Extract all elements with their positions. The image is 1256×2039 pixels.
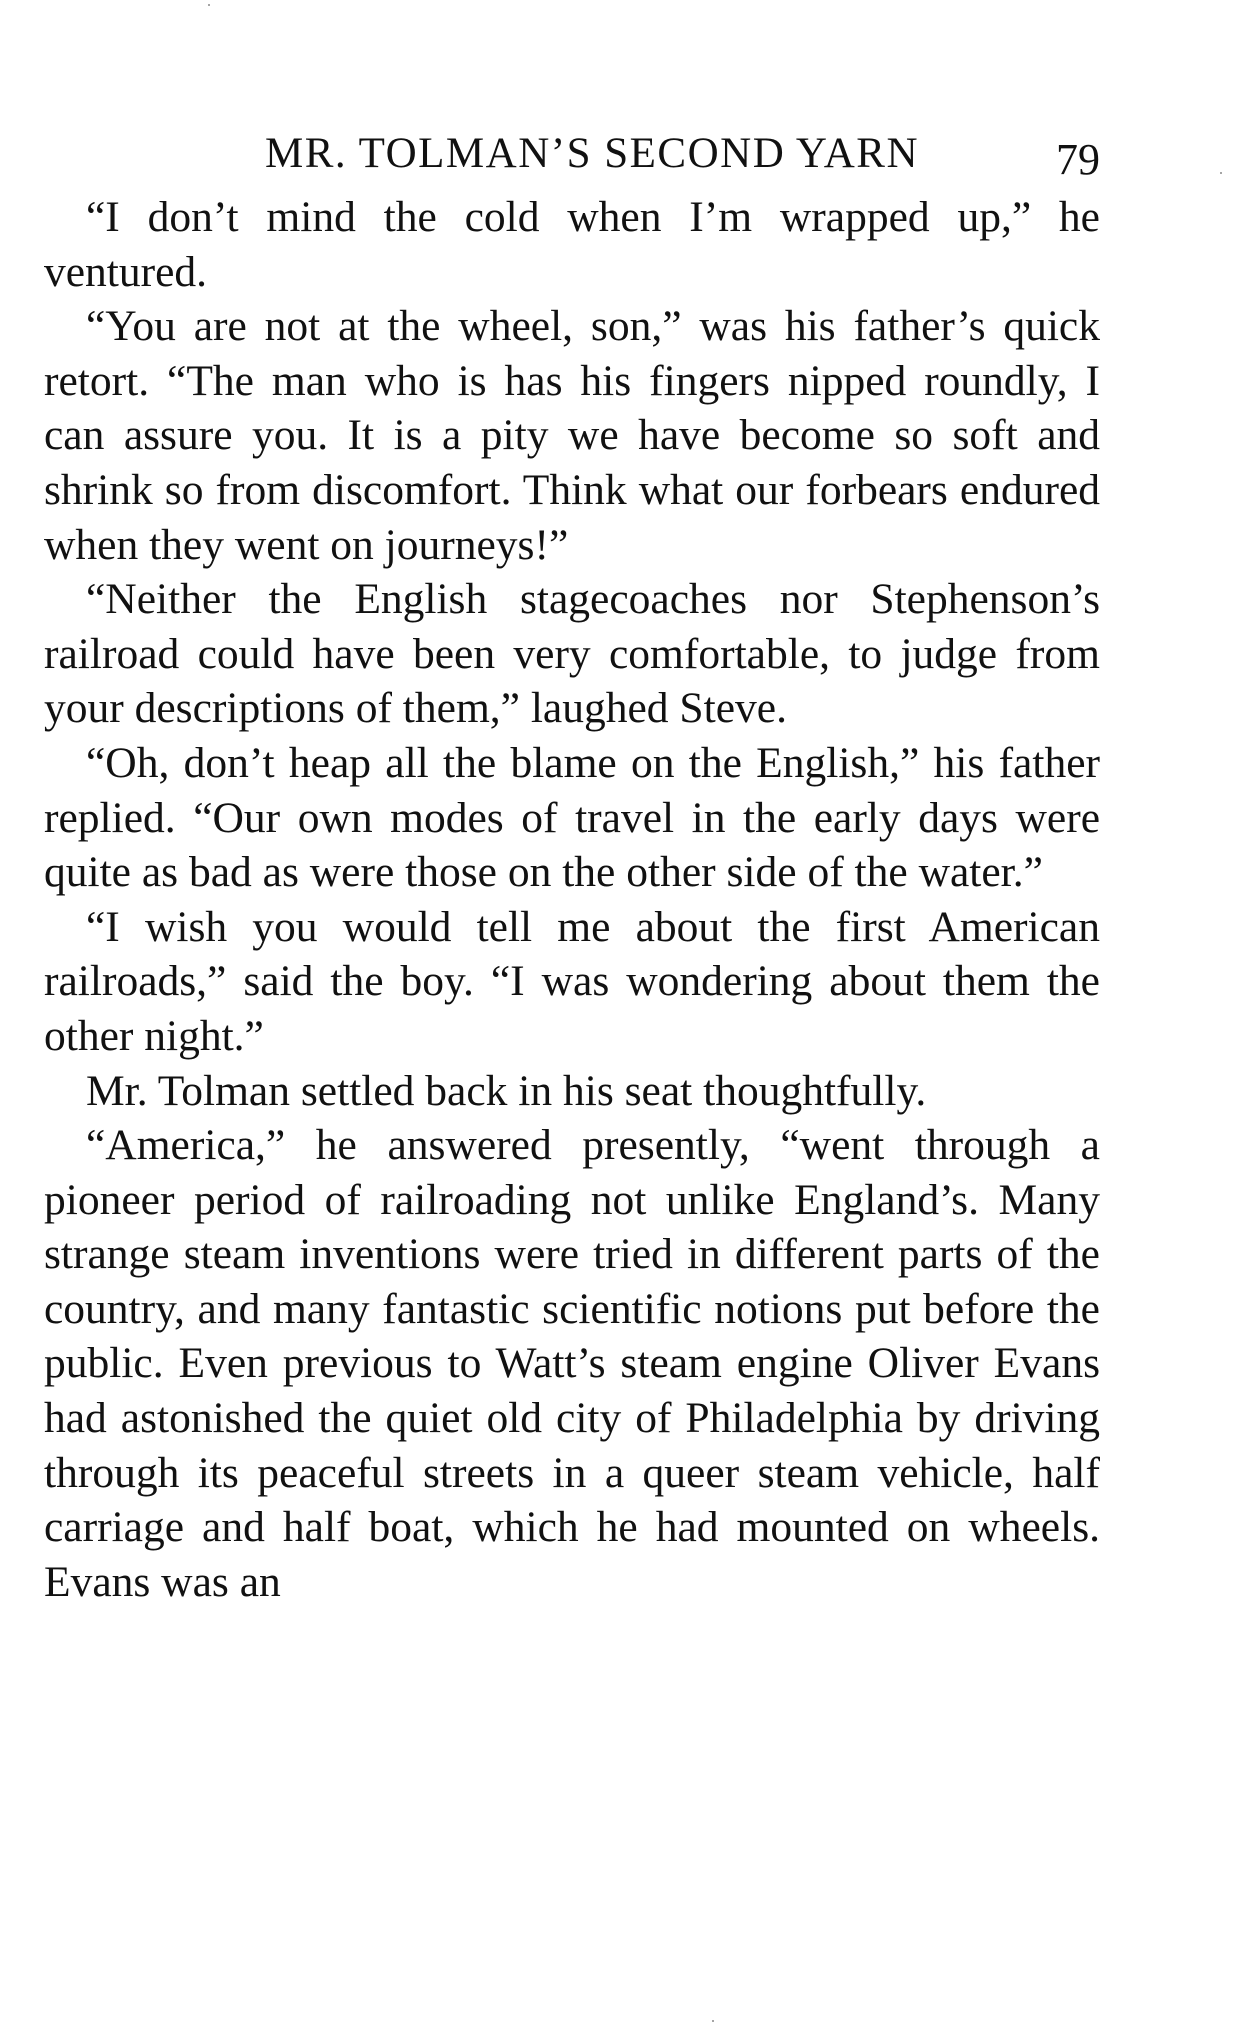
- scan-speck: [208, 4, 210, 6]
- paragraph: “Oh, don’t heap all the blame on the English,” his father replied. “Our own modes of travel in the early days were quite as bad as were those on the other side of the water.”: [44, 738, 1100, 897]
- running-head: [44, 118, 1100, 190]
- scan-speck: [1220, 172, 1222, 174]
- body-text: [44, 190, 1100, 1609]
- paragraph: Mr. Tolman settled back in his seat thoughtfully.: [86, 1066, 927, 1115]
- paragraph: “I don’t mind the cold when I’m wrapped up,” he ventured.: [44, 193, 1100, 296]
- paragraph: “Neither the English stagecoaches nor Stephenson’s railroad could have been very comfortable, to judge from your descriptions of them,” laughed Steve.: [44, 575, 1100, 733]
- page-content: [44, 118, 1100, 1609]
- paragraph: “I wish you would tell me about the first American railroads,” said the boy. “I was wondering about them the other night.”: [44, 902, 1100, 1060]
- scan-speck: [712, 2020, 714, 2022]
- paragraph: “You are not at the wheel, son,” was his father’s quick retort. “The man who is has his fingers nipped roundly, I can assure you. It is a pity we have become so soft and shrink so from discomfort. Think what our forbears endured when they went on journeys!”: [44, 302, 1100, 569]
- running-head-title: MR. TOLMAN’S SECOND YARN: [264, 130, 920, 177]
- paragraph: “America,” he answered presently, “went through a pioneer period of railroading not unlike England’s. Many strange steam inventions were tried in different parts of the country, and many fantastic scientific notions put before the public. Even previous to Watt’s steam engine Oliver Evans had astonished the quiet old city of Philadelphia by driving through its peaceful streets in a queer steam vehicle, half carriage and half boat, which he had mounted on wheels. Evans was an: [44, 1121, 1100, 1606]
- page-number: 79: [1056, 135, 1100, 184]
